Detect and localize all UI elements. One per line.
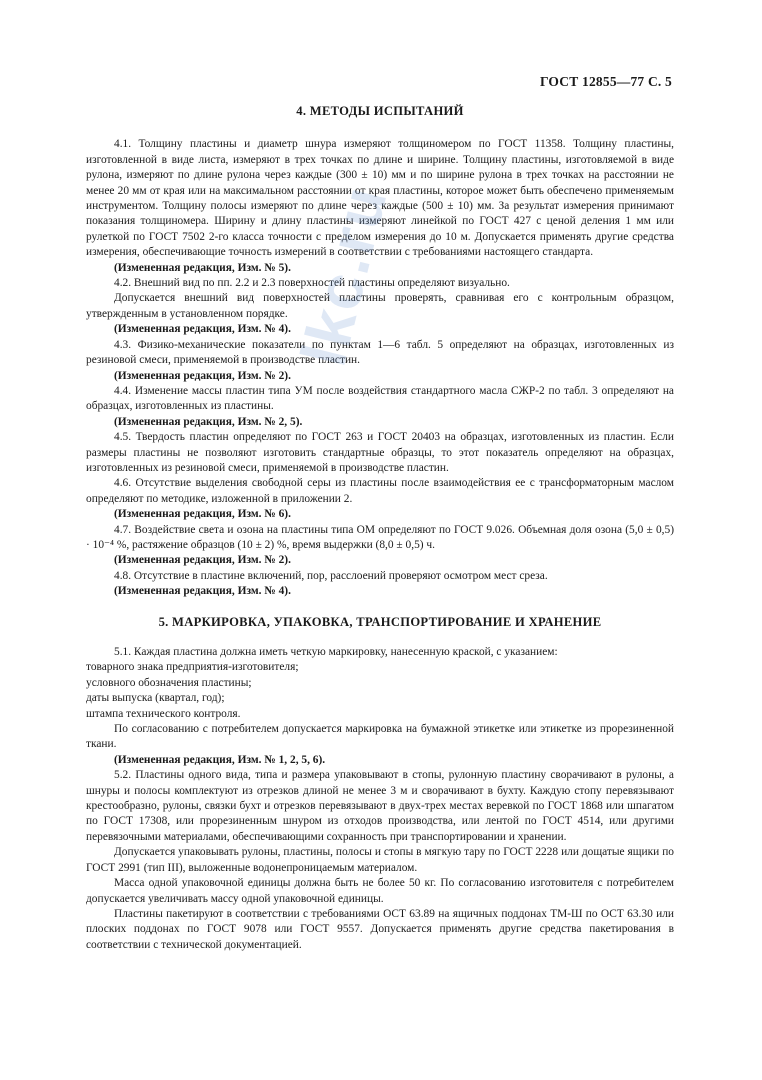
amendment-note: (Измененная редакция, Изм. № 2). [114,554,291,567]
section-5-heading: 5. МАРКИРОВКА, УПАКОВКА, ТРАНСПОРТИРОВАНИЕ И ХРАНЕНИЕ [158,614,602,629]
paragraph: 4.2. Внешний вид по пп. 2.2 и 2.3 поверхностей пластины определяют визуально. [114,277,510,290]
amendment-note: (Измененная редакция, Изм. № 1, 2, 5, 6). [114,753,326,766]
paragraph: условного обозначения пластины; [86,676,252,689]
section-5-body [86,645,674,953]
paragraph: 4.3. Физико-механические показатели по пунктам 1—6 табл. 5 определяют на образцах, изготовленных из резиновой смеси, применяемой в производстве пластин. [86,338,674,367]
paragraph: 4.1. Толщину пластины и диаметр шнура измеряют толщиномером по ГОСТ 11358. Толщину пластины, изготовленной в виде листа, измеряют в трех точках по длине и ширине. Толщину пластины, изготовляемой в виде рулона, измеряют по длине рулона через каждые (300 ± 10) мм и по ширине рулона в трех точках на расстоянии не менее 20 мм от края или на максимальном расстоянии от края пластины, которое может быть обеспечено применяемым инструментом. Толщину полосы измеряют по длине через каждые (500 ± 10) мм. За результат измерения принимают показания толщиномера. Ширину и длину пластины измеряют линейкой по ГОСТ 427 с ценой деления 1 мм или рулеткой по ГОСТ 7502 2-го класса точности с пределом измерения до 10 м. Допускается применять другие средства измерения, обеспечивающие точность измерений в соответствии с требованиями настоящего стандарта. [86,138,674,259]
section-4-heading: 4. МЕТОДЫ ИСПЫТАНИЙ [296,104,464,118]
paragraph: 4.8. Отсутствие в пластине включений, пор, расслоений проверяют осмотром мест среза. [114,569,548,582]
paragraph: Пластины пакетируют в соответствии с требованиями ОСТ 63.89 на ящичных поддонах ТМ-Ш по ОСТ 63.30 или плоских поддонах по ГОСТ 9078 или ГОСТ 9557. Допускается применять другие средства пакетирования в соответствии с технической документацией. [86,907,674,951]
paragraph: 4.5. Твердость пластин определяют по ГОСТ 263 и ГОСТ 20403 на образцах, изготовленных из пластин. Если размеры пластины не позволяют изготовить стандартные образцы, то этот показатель определяют на образцах, изготовленных из резиновой смеси, применяемой в производстве пластин. [86,431,674,474]
document-body [86,104,674,953]
paragraph: 4.7. Воздействие света и озона на пластины типа ОМ определяют по ГОСТ 9.026. Объемная доля озона (5,0 ± 0,5) · 10⁻⁴ %, растяжение образцов (10 ± 2) %, время выдержки (8,0 ± 0,5) ч. [86,523,674,551]
paragraph: Масса одной упаковочной единицы должна быть не более 50 кг. По согласованию изготовителя с потребителем допускается увеличивать массу одной упаковочной единицы. [86,877,674,905]
paragraph: Допускается внешний вид поверхностей пластины проверять, сравнивая его с контрольным образцом, утвержденным в установленном порядке. [86,292,674,320]
amendment-note: (Измененная редакция, Изм. № 4). [114,323,291,336]
amendment-note: (Измененная редакция, Изм. № 4). [114,585,291,598]
amendment-note: (Измененная редакция, Изм. № 2, 5). [114,415,303,428]
paragraph: даты выпуска (квартал, год); [86,692,225,705]
paragraph: штампа технического контроля. [86,707,241,720]
paragraph: 4.6. Отсутствие выделения свободной серы из пластины после взаимодействия ее с трансформаторным маслом определяют по методике, изложенной в приложении 2. [86,477,674,505]
paragraph: товарного знака предприятия-изготовителя; [86,661,299,674]
amendment-note: (Измененная редакция, Изм. № 2). [114,369,291,382]
amendment-note: (Измененная редакция, Изм. № 6). [114,508,291,521]
paragraph: 5.2. Пластины одного вида, типа и размера упаковывают в стопы, рулонную пластину сворачивают в рулоны, а шнуры и полосы комплектуют из отрезков длиной не менее 3 м и сворачивают в бухту. Каждую стопу перевязывают крестообразно, рулоны, связки бухт и отрезков перевязывают в двух-трех местах веревкой по ГОСТ 1868 или шпагатом по ГОСТ 17308, или прорезиненным шнуром из отходов производства, или лентой по ГОСТ 4514, или другими перевязочными материалами, обеспечивающими сохранность при транспортировании и хранении. [86,769,674,843]
amendment-note: (Измененная редакция, Изм. № 5). [114,261,291,274]
paragraph: По согласованию с потребителем допускается маркировка на бумажной этикетке или этикетке из прорезиненной ткани. [86,723,674,751]
page-header: ГОСТ 12855—77 С. 5 [539,74,672,89]
paragraph: 4.4. Изменение массы пластин типа УМ после воздействия стандартного масла СЖР-2 по табл. 3 определяют на образцах, изготовленных из пластины. [86,384,674,413]
section-4-body [86,137,674,599]
paragraph: Допускается упаковывать рулоны, пластины, полосы и стопы в мягкую тару по ГОСТ 2228 или дощатые ящики по ГОСТ 2991 (тип III), выложенные водонепроницаемым материалом. [86,846,674,874]
watermark: lkc.ru [286,177,402,373]
paragraph: 5.1. Каждая пластина должна иметь четкую маркировку, нанесенную краской, с указанием: [114,646,558,658]
